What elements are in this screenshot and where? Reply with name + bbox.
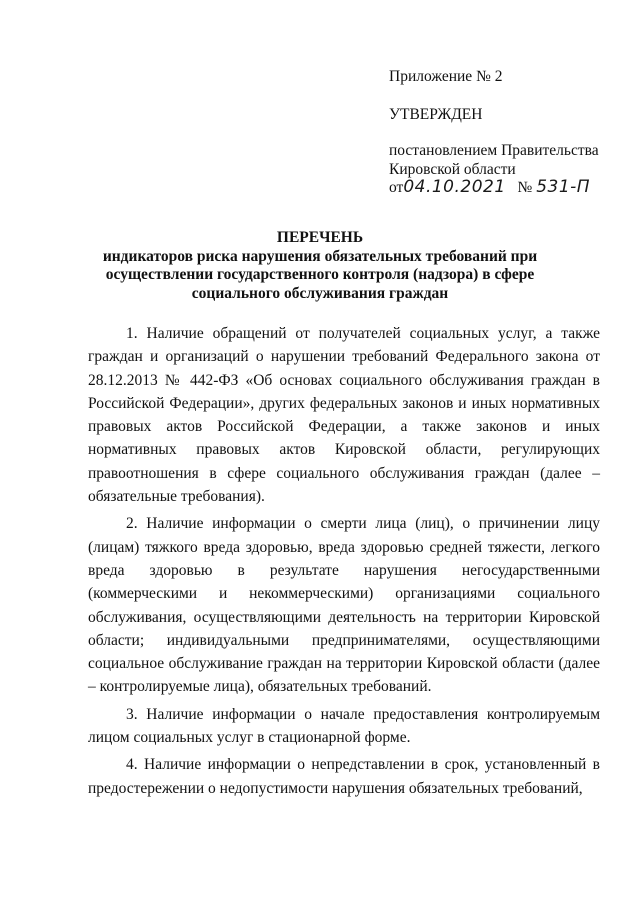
handwritten-date: 04.10.2021 [403, 177, 506, 197]
title-subheading: индикаторов риска нарушения обязательных требований при осуществлении государственного контроля (надзора) в сфере социального обслуживания граждан [102, 247, 538, 302]
number-prefix: № [517, 179, 533, 196]
approved-label: УТВЕРЖДЕН [389, 106, 483, 123]
document-title [60, 229, 580, 303]
appendix-label: Приложение № 2 [389, 68, 503, 85]
document-body [88, 322, 600, 800]
list-item-2: 2. Наличие информации о смерти лица (лиц), о причинении лицу (лицам) тяжкого вреда здоровью, вреда здоровью средней тяжести, легкого вреда здоровью в результате нарушения негосударственными (коммерческими и некоммерческими) организациями социального обслуживания, осуществляющими деятельность на территории Кировской области; индивидуальными предпринимателями, осуществляющими социальное обслуживание граждан на территории Кировской области (далее – контролируемые лица), обязательных требований. [88, 515, 600, 696]
handwritten-number: 531-П [536, 177, 591, 197]
region-line: Кировской области [389, 161, 516, 178]
list-item-1: 1. Наличие обращений от получателей социальных услуг, а также граждан и организаций о нарушении требований Федерального закона от 28.12.2013 № 442-ФЗ «Об основах социального обслуживания граждан в Российской Федерации», других федеральных законов и иных нормативных правовых актов Российской Федерации, а также законов и иных нормативных правовых актов Кировской области, регулирующих правоотношения в сфере социального обслуживания граждан (далее – обязательные требования). [88, 325, 600, 506]
date-number-line [389, 178, 590, 198]
approved-by-line: постановлением Правительства [389, 142, 599, 159]
list-item-4: 4. Наличие информации о непредставлении в срок, установленный в предостережении о недопустимости нарушения обязательных требований, [88, 756, 600, 797]
date-prefix: от [389, 179, 404, 196]
list-item-3: 3. Наличие информации о начале предоставления контролируемым лицом социальных услуг в стационарной форме. [88, 705, 600, 747]
title-heading: ПЕРЕЧЕНЬ [276, 229, 364, 246]
